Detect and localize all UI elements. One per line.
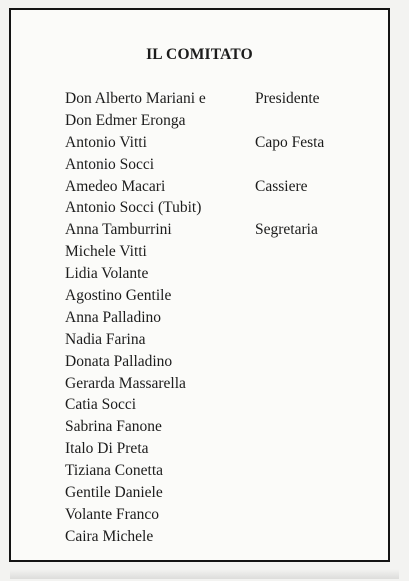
member-name: Caira Michele bbox=[65, 527, 154, 545]
committee-member-row bbox=[65, 526, 378, 548]
member-name: Anna Palladino bbox=[65, 308, 161, 326]
page-bottom-shadow bbox=[10, 569, 399, 579]
member-name: Antonio Socci bbox=[65, 155, 155, 173]
committee-member-row bbox=[65, 460, 378, 482]
member-name: Don Alberto Mariani e bbox=[65, 90, 206, 107]
member-name: Tiziana Conetta bbox=[65, 462, 164, 480]
committee-member-row bbox=[65, 329, 378, 351]
committee-member-row bbox=[65, 307, 378, 329]
member-name: Gentile Daniele bbox=[65, 484, 163, 502]
committee-member-row bbox=[65, 416, 378, 438]
member-name: Don Edmer Eronga bbox=[65, 111, 186, 129]
committee-member-row bbox=[65, 110, 378, 132]
member-name: Antonio Vitti bbox=[65, 133, 147, 151]
committee-member-row bbox=[65, 482, 378, 504]
member-name: Antonio Socci (Tubit) bbox=[65, 199, 202, 217]
committee-member-row bbox=[65, 438, 378, 460]
page-title: IL COMITATO bbox=[146, 46, 253, 63]
member-name: Anna Tamburrini bbox=[65, 221, 172, 239]
committee-member-row bbox=[65, 394, 378, 416]
committee-member-row bbox=[65, 285, 378, 307]
member-name: Michele Vitti bbox=[65, 243, 147, 261]
committee-member-row bbox=[65, 373, 378, 395]
member-name: Sabrina Fanone bbox=[65, 418, 162, 436]
committee-member-row bbox=[65, 176, 378, 198]
member-name: Nadia Farina bbox=[65, 330, 146, 348]
committee-member-row bbox=[65, 154, 378, 176]
committee-member-row bbox=[65, 241, 378, 263]
member-name: Amedeo Macari bbox=[65, 177, 166, 195]
committee-member-row bbox=[65, 219, 378, 241]
member-name: Gerarda Massarella bbox=[65, 374, 186, 392]
committee-member-row bbox=[65, 504, 378, 526]
committee-list bbox=[65, 88, 378, 548]
member-role: Presidente bbox=[255, 90, 320, 107]
page-frame bbox=[9, 8, 390, 562]
committee-member-row bbox=[65, 263, 378, 285]
member-role: Capo Festa bbox=[255, 133, 325, 151]
member-role: Cassiere bbox=[255, 177, 308, 195]
committee-member-row bbox=[65, 351, 378, 373]
committee-member-row bbox=[65, 132, 378, 154]
member-name: Catia Socci bbox=[65, 396, 137, 414]
committee-member-row bbox=[65, 88, 378, 110]
member-name: Agostino Gentile bbox=[65, 287, 172, 305]
member-name: Volante Franco bbox=[65, 505, 159, 523]
member-role: Segretaria bbox=[255, 221, 318, 239]
member-name: Donata Palladino bbox=[65, 352, 173, 370]
member-name: Italo Di Preta bbox=[65, 440, 149, 458]
member-name: Lidia Volante bbox=[65, 265, 149, 283]
committee-member-row bbox=[65, 197, 378, 219]
